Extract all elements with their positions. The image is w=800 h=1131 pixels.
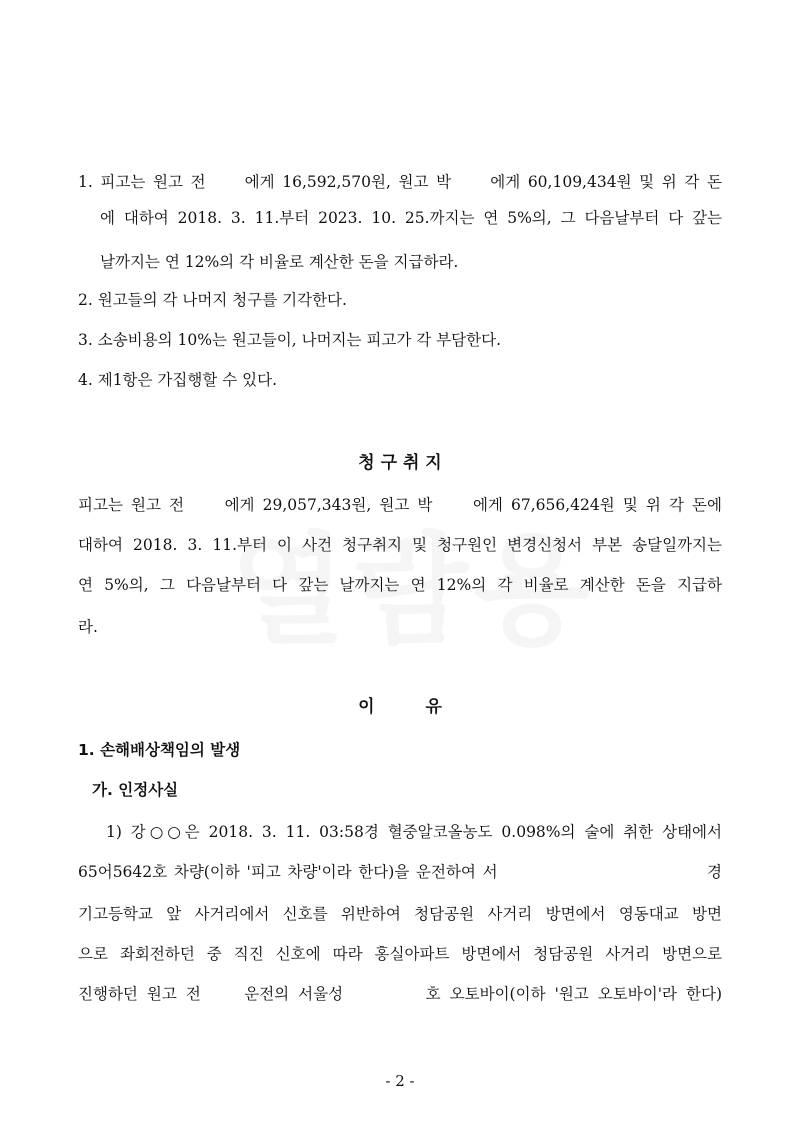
judgment-item-1-line-3: 날까지는 연 12%의 각 비율로 계산한 돈을 지급하라.: [100, 253, 459, 271]
reasons-line-1: 1) 강○○은 2018. 3. 11. 03:58경 혈중알코올농도 0.098%의 술에 취한 상태에서: [106, 823, 722, 841]
judgment-item-1-line-2: 에 대하여 2018. 3. 11.부터 2023. 10. 25.까지는 연 5%의, 그 다음날부터 다 갚는: [100, 209, 722, 227]
claim-line-4: 라.: [78, 618, 98, 636]
judgment-item-1-line-1: 1. 피고는 원고 전 에게 16,592,570원, 원고 박 에게 60,109,434원 및 위 각 돈: [78, 173, 722, 191]
claim-line-1: 피고는 원고 전 에게 29,057,343원, 원고 박 에게 67,656,424원 및 위 각 돈에: [78, 496, 722, 514]
claim-title: 청 구 취 지: [358, 453, 442, 473]
reasons-line-2: 65어5642호 차량(이하 '피고 차량'이라 한다)을 운전하여 서 경: [78, 863, 722, 881]
page-number: - 2 -: [385, 1072, 415, 1090]
judgment-item-4: 4. 제1항은 가집행할 수 있다.: [78, 371, 278, 389]
judgment-item-3: 3. 소송비용의 10%는 원고들이, 나머지는 피고가 각 부담한다.: [78, 331, 501, 349]
section-heading: 1. 손해배상책임의 발생: [78, 741, 241, 759]
judgment-item-2: 2. 원고들의 각 나머지 청구를 기각한다.: [78, 291, 347, 309]
reasons-line-3: 기고등학교 앞 사거리에서 신호를 위반하여 청담공원 사거리 방면에서 영동대교 방면: [78, 905, 722, 923]
claim-line-3: 연 5%의, 그 다음날부터 다 갚는 날까지는 연 12%의 각 비율로 계산한 돈을 지급하: [78, 576, 722, 594]
claim-line-2: 대하여 2018. 3. 11.부터 이 사건 청구취지 및 청구원인 변경신청서 부본 송달일까지는: [78, 536, 722, 554]
subsection-heading: 가. 인정사실: [92, 781, 179, 799]
reasons-line-5: 진행하던 원고 전 운전의 서울성 호 오토바이(이하 '원고 오토바이'라 한다): [78, 985, 722, 1003]
reasons-title: 이 유: [358, 697, 442, 717]
reasons-line-4: 으로 좌회전하던 중 직진 신호에 따라 홍실아파트 방면에서 청담공원 사거리 방면으로: [78, 945, 722, 963]
